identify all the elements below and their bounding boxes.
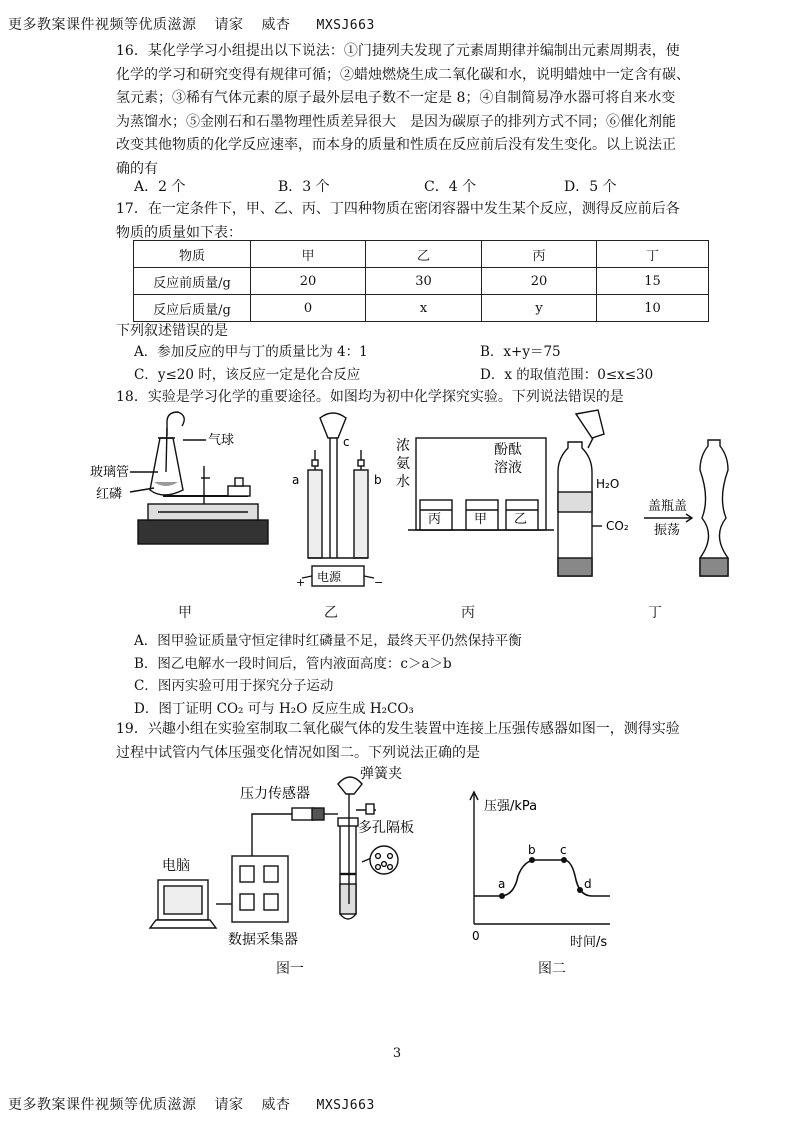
q18-option-c: C．图丙实验可用于探究分子运动: [134, 678, 334, 694]
q16-line: 氢元素；③稀有气体元素的原子最外层电子数不一定是 8；④自制简易净水器可将自来水变: [116, 90, 676, 106]
label-solution: 溶液: [494, 460, 522, 476]
label-glass-tube: 玻璃管: [90, 465, 130, 480]
label-ammonia: 氨: [396, 456, 410, 472]
banner-code: MXSJ663: [316, 1098, 375, 1113]
question-19: [116, 718, 721, 765]
table-cell: 15: [597, 268, 709, 295]
q18-option-d: D．图丁证明 CO₂ 可与 H₂O 反应生成 H₂CO₃: [134, 700, 414, 717]
bottom-banner: [8, 1094, 375, 1114]
label-phenol: 酚酞: [494, 442, 522, 458]
point-b: [529, 857, 535, 863]
graph-xlabel: 时间/s: [570, 935, 608, 950]
page-number: 3: [392, 1046, 402, 1061]
label-c: c: [343, 435, 350, 449]
caption-jia: 甲: [178, 605, 192, 621]
label-spring-clip: 弹簧夹: [360, 766, 402, 782]
table-header: 丙: [482, 241, 597, 268]
table-row: [134, 295, 709, 322]
table-header: 甲: [251, 241, 366, 268]
q17-option-b: B．x+y＝75: [480, 344, 561, 360]
q16-option-a: A．2 个: [134, 179, 186, 195]
question-16: [116, 40, 721, 181]
label-collector: 数据采集器: [228, 932, 298, 948]
caption-yi: 乙: [324, 605, 338, 621]
q19-line: 过程中试管内气体压强变化情况如图二。下列说法正确的是: [116, 744, 480, 761]
beaker-yi: 乙: [514, 512, 528, 527]
table-cell: 30: [366, 268, 482, 295]
q18-figure: [88, 408, 768, 594]
table-cell: 反应前质量/g: [134, 268, 251, 295]
question-17: [116, 198, 721, 245]
table-row: [134, 268, 709, 295]
banner-text: 更多教案课件视频等优质滋源: [8, 1097, 197, 1113]
beaker-jia: 甲: [474, 512, 488, 527]
q16-option-d: D．5 个: [564, 179, 617, 195]
label-point-a: a: [498, 877, 506, 891]
table-header: 丁: [597, 241, 709, 268]
table-cell: 20: [482, 268, 597, 295]
label-minus: −: [374, 576, 384, 589]
q16-option-b: B．3 个: [278, 179, 330, 195]
table-header: 物质: [134, 241, 251, 268]
banner-name: 威杏: [261, 1097, 291, 1113]
label-point-c: c: [560, 843, 567, 857]
label-water: 水: [396, 474, 410, 490]
co2-bottle-apparatus: [558, 410, 728, 576]
q17-option-d: D．x 的取值范围：0≤x≤30: [480, 367, 654, 383]
label-power: 电源: [317, 570, 342, 584]
q17-line: 17．在一定条件下，甲、乙、丙、丁四种物质在密闭容器中发生某个反应，测得反应前后各: [116, 201, 680, 217]
table-cell: 20: [251, 268, 366, 295]
graph-ylabel: 压强/kPa: [484, 799, 538, 814]
banner-text: 更多教案课件视频等优质滋源: [8, 17, 197, 33]
point-a: [499, 893, 505, 899]
q19-line: 19．兴趣小组在实验室制取二氧化碳气体的发生装置中连接上压强传感器如图一，测得实验: [116, 721, 680, 737]
label-shake: 振荡: [654, 523, 681, 538]
table-header: 乙: [366, 241, 482, 268]
label-b: b: [374, 473, 382, 487]
label-red-phosphorus: 红磷: [96, 487, 123, 502]
graph-origin: 0: [472, 929, 480, 943]
caption-figure2: 图二: [538, 961, 566, 977]
caption-bing: 丙: [461, 605, 475, 621]
label-a: a: [292, 473, 300, 487]
banner-please: 请家: [214, 17, 244, 33]
banner-code: MXSJ663: [316, 18, 375, 33]
label-balloon: 气球: [208, 433, 235, 448]
caption-ding: 丁: [648, 605, 662, 621]
caption-figure1: 图一: [276, 961, 304, 977]
label-h2o: H₂O: [596, 477, 620, 491]
q16-line: 确的有: [116, 160, 158, 177]
label-point-d: d: [584, 877, 592, 891]
q19-figure: [140, 764, 620, 950]
beaker-bing: 丙: [428, 512, 442, 527]
label-pressure-sensor: 压力传感器: [240, 786, 310, 802]
label-conc: 浓: [396, 438, 410, 454]
q16-line: 16．某化学学习小组提出以下说法：①门捷列夫发现了元素周期律并编制出元素周期表，使: [116, 43, 680, 59]
point-d: [577, 887, 583, 893]
q18-option-b: B．图乙电解水一段时间后，管内液面高度：c＞a＞b: [134, 655, 452, 672]
label-co2: CO₂: [606, 519, 629, 533]
q17-prompt: 下列叙述错误的是: [116, 323, 228, 339]
table-cell: y: [482, 295, 597, 322]
q16-line: 改变其他物质的化学反应速率，而本身的质量和性质在反应前后没有发生变化。以上说法正: [116, 137, 676, 153]
label-computer: 电脑: [162, 858, 190, 874]
table-header-row: [134, 241, 709, 268]
electrolysis-apparatus: [302, 413, 374, 586]
q18-option-a: A．图甲验证质量守恒定律时红磷量不足，最终天平仍然保持平衡: [134, 633, 522, 649]
q17-option-c: C．y≤20 时，该反应一定是化合反应: [134, 367, 361, 383]
banner-name: 威杏: [261, 17, 291, 33]
table-cell: 反应后质量/g: [134, 295, 251, 322]
table-cell: x: [366, 295, 482, 322]
label-porous-plate: 多孔隔板: [358, 820, 414, 836]
label-plus: +: [296, 576, 306, 589]
balance-apparatus: [130, 412, 268, 544]
point-c: [561, 857, 567, 863]
q17-option-a: A．参加反应的甲与丁的质量比为 4：1: [134, 344, 368, 360]
table-cell: 10: [597, 295, 709, 322]
q18-stem: 18．实验是学习化学的重要途径。如图均为初中化学探究实验。下列说法错误的是: [116, 389, 624, 405]
label-point-b: b: [528, 843, 536, 857]
top-banner: [8, 14, 375, 34]
label-cap: 盖瓶盖: [648, 499, 688, 514]
table-cell: 0: [251, 295, 366, 322]
q16-option-c: C．4 个: [424, 179, 477, 195]
q16-line: 化学的学习和研究变得有规律可循；②蜡烛燃烧生成二氧化碳和水，说明蜡烛中一定含有碳、: [116, 66, 690, 83]
q18-options: [134, 630, 522, 720]
banner-please: 请家: [214, 1097, 244, 1113]
q17-line: 物质的质量如下表：: [116, 224, 242, 241]
mass-table: [133, 240, 709, 322]
q17-options: [134, 341, 694, 387]
q16-line: 为蒸馏水；⑤金刚石和石墨物理性质差异很大 是因为碳原子的排列方式不同；⑥催化剂能: [116, 113, 676, 130]
